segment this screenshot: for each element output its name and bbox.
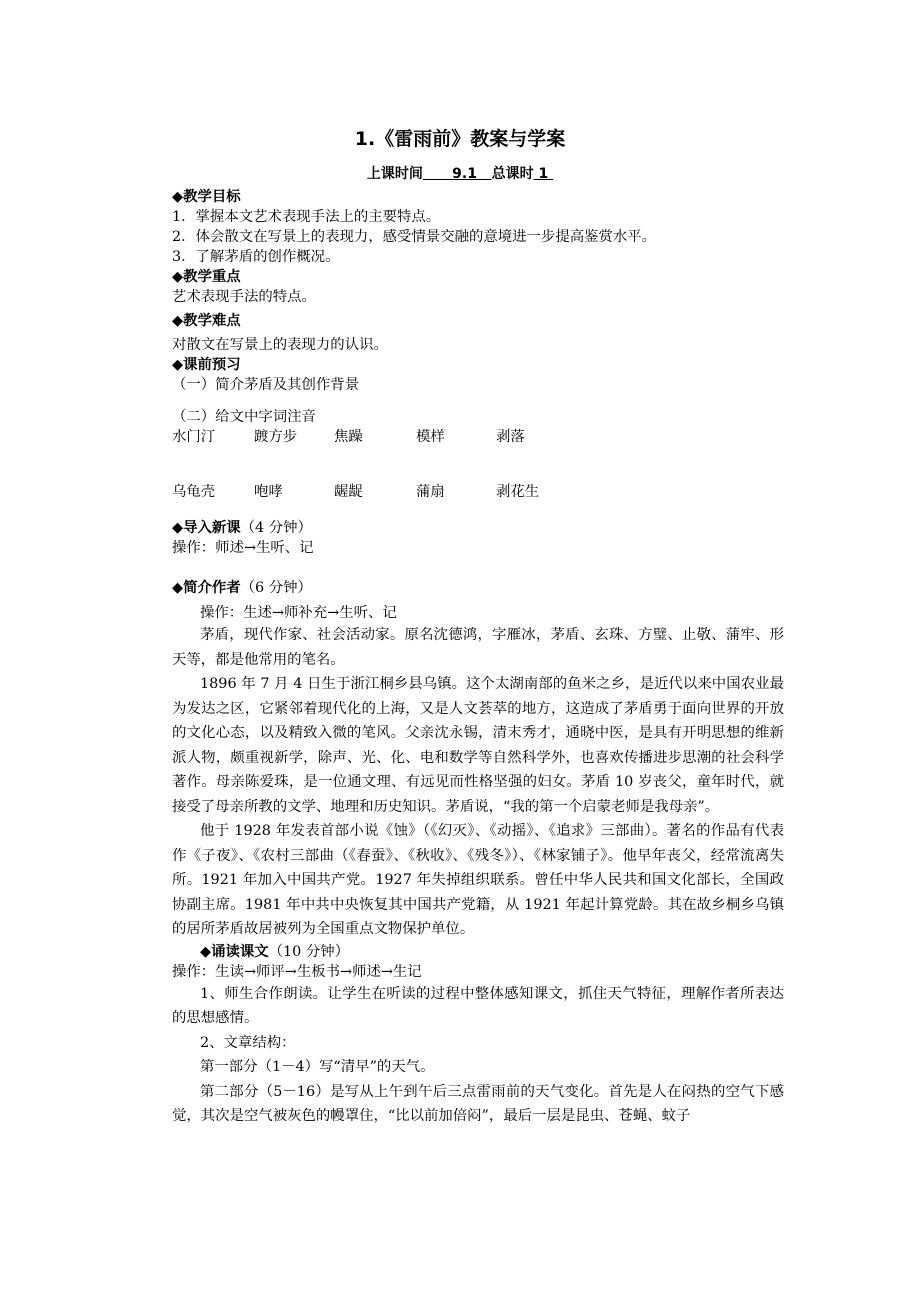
goal-item: 1．掌握本文艺术表现手法上的主要特点。	[172, 209, 441, 225]
vocab-word: 踱方步	[254, 429, 298, 445]
class-time-label: 上课时间	[366, 166, 423, 182]
vocab-word: 水门汀	[172, 429, 216, 445]
schedule-line	[0, 163, 920, 183]
reading-paragraph: 第二部分（5－16）是写从上午到午后三点雷雨前的天气变化。首先是人在闷热的空气下感觉，其次是空气被灰色的幔罩住，“比以前加倍闷”，最后一层是昆虫、苍蝇、蚊子	[172, 1083, 784, 1124]
key-heading: ◆教学重点	[172, 269, 241, 285]
difficulty-heading: ◆教学难点	[172, 313, 241, 329]
goal-item: 2．体会散文在写景上的表现力，感受情景交融的意境进一步提高鉴赏水平。	[172, 229, 657, 245]
vocab-word: 剥落	[496, 429, 525, 445]
vocab-word: 剥花生	[496, 484, 540, 500]
vocab-row	[172, 427, 784, 447]
key-text: 艺术表现手法的特点。	[172, 289, 316, 305]
vocab-word: 龌龊	[334, 484, 363, 500]
intro-operation: 操作：师述→生听、记	[172, 540, 314, 556]
author-paragraph: 1896 年 7 月 4 日生于浙江桐乡县乌镇。这个太湖南部的鱼米之乡，是近代以来中国农业最为发达之区，它紧邻着现代化的上海，又是人文荟萃的地方，这造成了茅盾勇于面向世界的开放的文化心态，以及精致入微的笔风。父亲沈永锡，清末秀才，通晓中医，是具有开明思想的维新派人物，颇重视新学，除声、光、化、电和数学等自然科学外，也喜欢传播进步思潮的社会科学著作。母亲陈爱珠，是一位通文理、有远见而性格坚强的妇女。茅盾 10 岁丧父，童年时代，就接受了母亲所教的文学、地理和历史知识。茅盾说，“我的第一个启蒙老师是我母亲”。	[172, 676, 784, 815]
author-paragraph: 茅盾，现代作家、社会活动家。原名沈德鸿，字雁冰，茅盾、玄珠、方璧、止敬、蒲牢、形天等，都是他常用的笔名。	[172, 627, 784, 668]
author-heading: ◆简介作者（6 分钟）	[172, 580, 312, 596]
preview-item-2: （二）给文中字词注音	[172, 409, 316, 425]
reading-paragraph: 2、文章结构：	[200, 1034, 296, 1051]
total-hours-value: 1	[538, 166, 549, 182]
difficulty-text: 对散文在写景上的表现力的认识。	[172, 337, 388, 353]
vocab-word: 咆哮	[254, 484, 283, 500]
goals-heading: ◆教学目标	[172, 189, 241, 205]
document-title: 1.《雷雨前》教案与学案	[354, 128, 566, 150]
class-time-value: 9.1	[452, 166, 477, 182]
vocab-word: 蒲扇	[416, 484, 445, 500]
document-body	[172, 187, 784, 1129]
vocab-word: 焦躁	[334, 429, 363, 445]
total-hours-label: 总课时	[491, 166, 534, 182]
vocab-word: 乌龟壳	[172, 484, 216, 500]
preview-heading: ◆课前预习	[172, 357, 241, 373]
reading-paragraph: 1、师生合作朗读。让学生在听读的过程中整体感知课文，抓住天气特征，理解作者所表达的思想感情。	[172, 985, 784, 1026]
vocab-row	[172, 482, 784, 502]
vocab-word: 模样	[416, 429, 445, 445]
reading-paragraph: 第一部分（1－4）写“清早”的天气。	[200, 1059, 435, 1075]
reading-heading: ◆诵读课文（10 分钟）	[200, 943, 350, 960]
author-operation: 操作：生述→师补充→生听、记	[200, 605, 397, 621]
preview-item-1: （一）简介茅盾及其创作背景	[172, 377, 360, 393]
author-paragraph: 他于 1928 年发表首部小说《蚀》（《幻灭》、《动摇》、《追求》三部曲）。著名的作品有代表作《子夜》、《农村三部曲（《春蚕》、《秋收》、《残冬》）、《林家铺子》。他早年丧父，经常流离失所。1921 年加入中国共产党。1927 年失掉组织联系。曾任中华人民共和国文化部长，全国政协副主席。1981 年中共中央恢复其中国共产党籍，从 1921 年起计算党龄。其在故乡桐乡乌镇的居所茅盾故居被列为全国重点文物保护单位。	[172, 823, 784, 937]
goal-item: 3．了解茅盾的创作概况。	[172, 249, 340, 265]
intro-heading: ◆导入新课（4 分钟）	[172, 520, 312, 536]
reading-operation: 操作：生读→师评→生板书→师述→生记	[172, 963, 422, 980]
